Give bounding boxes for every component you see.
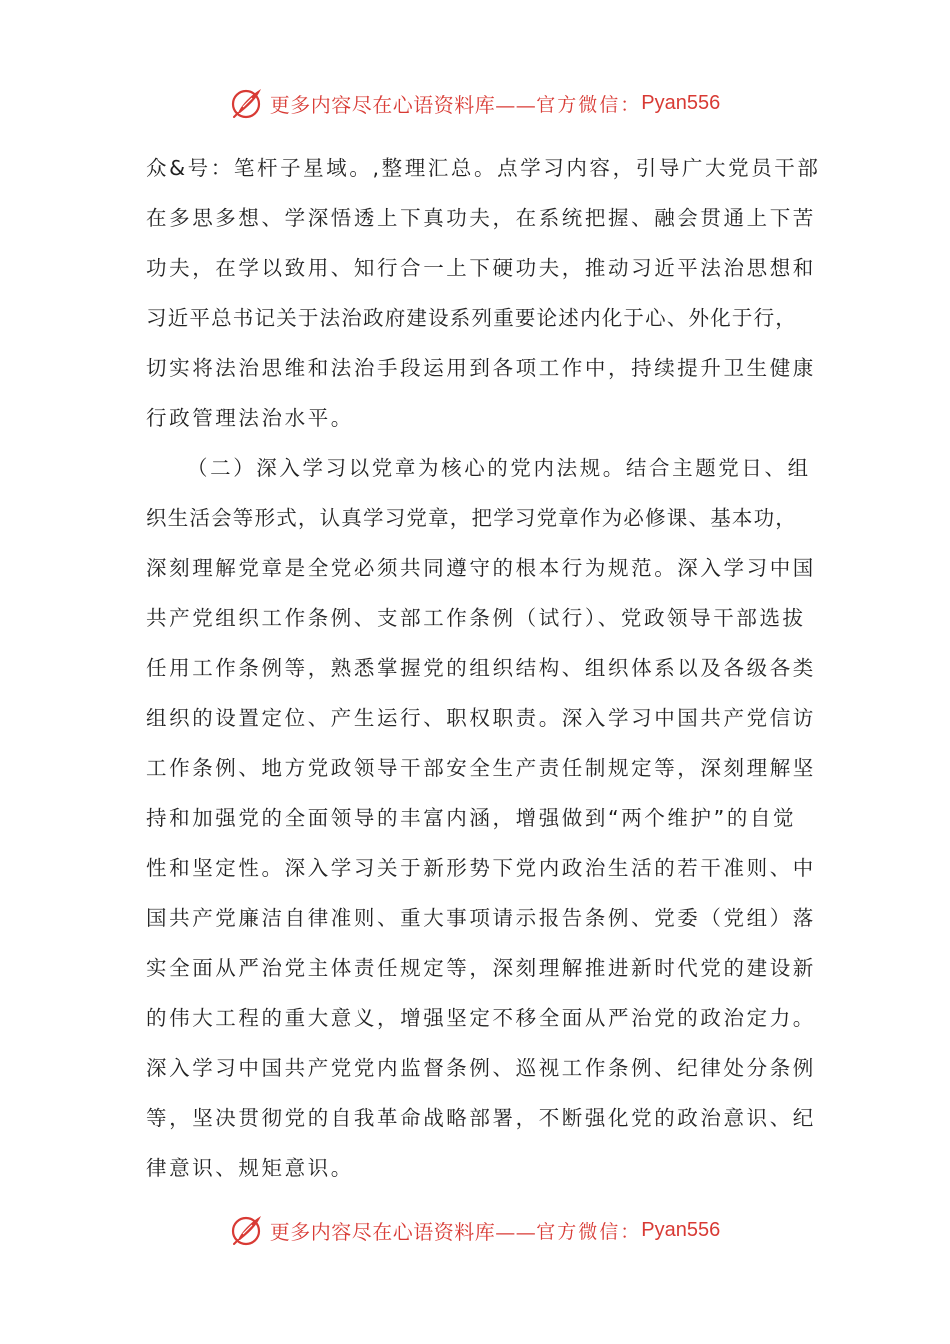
text-line: 性和坚定性。深入学习关于新形势下党内政治生活的若干准则、中: [146, 856, 816, 880]
footer-banner: [0, 1205, 950, 1255]
text-line: 众&号：笔杆子星域。,整理汇总。点学习内容，引导广大党员干部: [146, 156, 821, 180]
header-banner: [0, 78, 950, 128]
text-line: 切实将法治思维和法治手段运用到各项工作中，持续提升卫生健康: [146, 356, 816, 380]
text-line: 国共产党廉洁自律准则、重大事项请示报告条例、党委（党组）落: [146, 906, 816, 930]
quill-pen-logo-icon: [230, 1213, 264, 1247]
document-body: [146, 148, 821, 1198]
banner-wechat-id: Pyan556: [641, 91, 721, 114]
text-line: 深刻理解党章是全党必须共同遵守的根本行为规范。深入学习中国: [146, 556, 816, 580]
text-line: 在多思多想、学深悟透上下真功夫，在系统把握、融会贯通上下苦: [146, 206, 816, 230]
banner-wechat-id: Pyan556: [641, 1218, 721, 1241]
text-line: 行政管理法治水平。: [146, 406, 354, 430]
text-line: 的伟大工程的重大意义，增强坚定不移全面从严治党的政治定力。: [146, 1006, 816, 1030]
text-line: 组织的设置定位、产生运行、职权职责。深入学习中国共产党信访: [146, 706, 816, 730]
text-line: 实全面从严治党主体责任规定等，深刻理解推进新时代党的建设新: [146, 956, 816, 980]
banner-slogan: 更多内容尽在心语资料库——: [269, 1219, 537, 1244]
text-line: 律意识、规矩意识。: [146, 1156, 354, 1180]
text-line: 共产党组织工作条例、支部工作条例（试行）、党政领导干部选拔: [146, 606, 806, 630]
text-line: 持和加强党的全面领导的丰富内涵，增强做到“两个维护”的自觉: [146, 806, 797, 830]
text-line: 深入学习中国共产党党内监督条例、巡视工作条例、纪律处分条例: [146, 1056, 816, 1080]
text-line: 工作条例、地方党政领导干部安全生产责任制规定等，深刻理解坚: [146, 756, 816, 780]
text-line: 等，坚决贯彻党的自我革命战略部署，不断强化党的政治意识、纪: [146, 1106, 816, 1130]
section-heading-line: （二）深入学习以党章为核心的党内法规。结合主题党日、组: [187, 456, 811, 480]
text-line: 织生活会等形式，认真学习党章，把学习党章作为必修课、基本功，: [146, 506, 797, 530]
banner-slogan: 更多内容尽在心语资料库——: [269, 92, 537, 117]
quill-pen-logo-icon: [230, 86, 264, 120]
text-line: 习近平总书记关于法治政府建设系列重要论述内化于心、外化于行，: [146, 306, 797, 330]
text-line: 功夫，在学以致用、知行合一上下硬功夫，推动习近平法治思想和: [146, 256, 816, 280]
banner-wechat-label: 官方微信：: [536, 1220, 642, 1243]
banner-wechat-label: 官方微信：: [536, 93, 642, 116]
text-line: 任用工作条例等，熟悉掌握党的组织结构、组织体系以及各级各类: [146, 656, 816, 680]
